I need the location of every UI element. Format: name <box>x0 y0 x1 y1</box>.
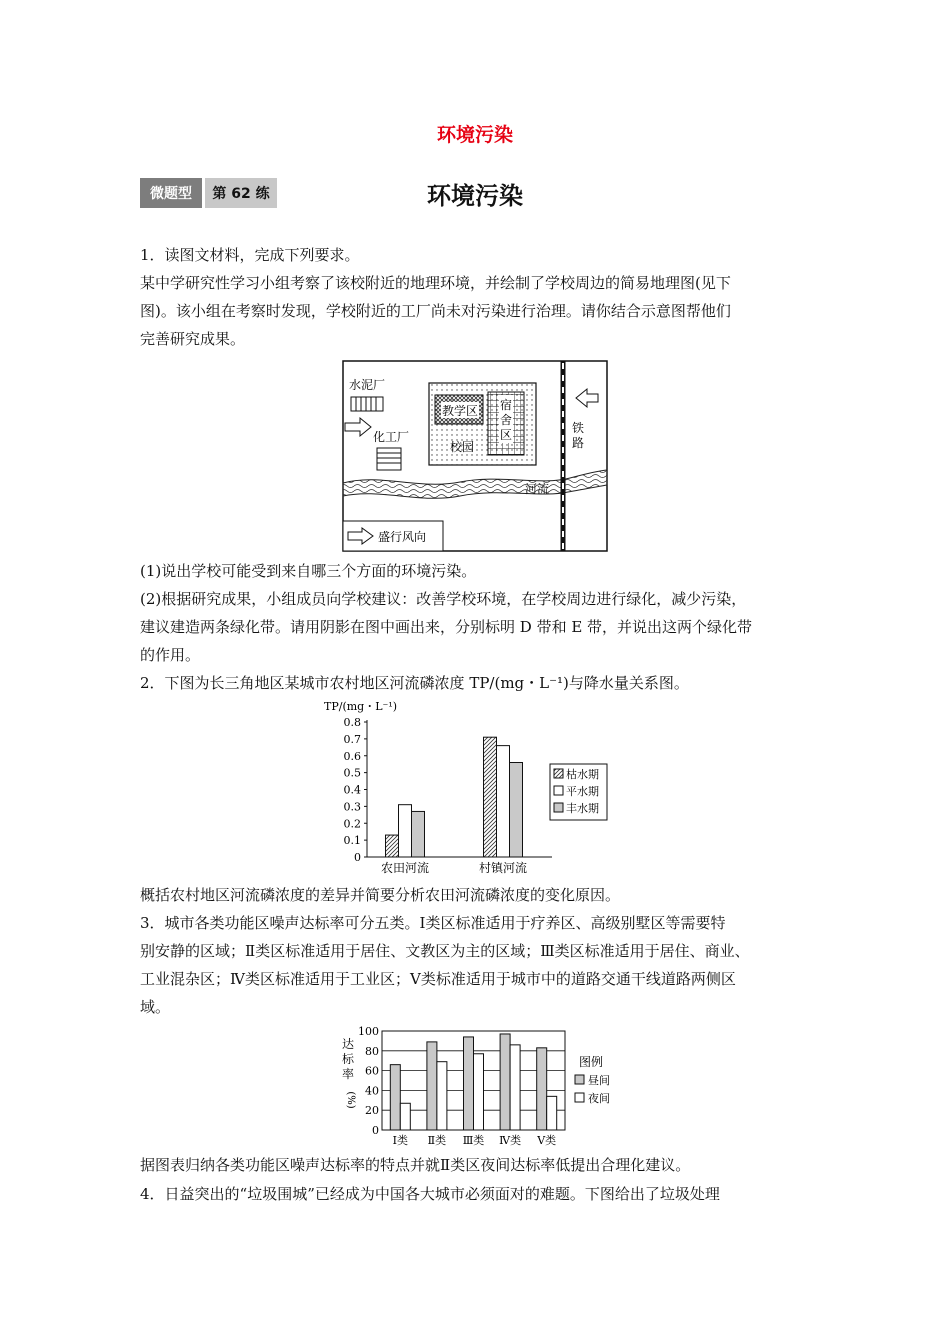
y-axis-unit: (%) <box>345 1091 356 1109</box>
y-axis-label-char: 标 <box>341 1052 355 1066</box>
bar-枯水期-农田河流 <box>386 835 399 857</box>
x-tick-label: Ⅴ类 <box>537 1134 557 1147</box>
bar-昼间-Ⅴ类 <box>537 1048 547 1130</box>
campus-label: 校园 <box>449 440 475 454</box>
cement-factory-label: 水泥厂 <box>349 378 386 392</box>
river-label: 河流 <box>525 482 550 496</box>
q1-sub-line: 建议建造两条绿化带。请用阴影在图中画出来，分别标明 D 带和 E 带，并说出这两个绿化带 <box>140 618 753 636</box>
y-tick-label: 20 <box>365 1104 379 1118</box>
page-section-title: 环境污染 <box>436 124 513 146</box>
chemical-factory-label: 化工厂 <box>373 430 410 444</box>
legend-swatch <box>554 803 563 812</box>
cement-factory-icon <box>351 397 383 411</box>
x-tick-label: 农田河流 <box>380 861 430 875</box>
q1-sub-line: 的作用。 <box>140 646 201 664</box>
bar-平水期-农田河流 <box>399 805 412 857</box>
legend-label: 枯水期 <box>566 768 599 781</box>
chemical-factory-icon <box>377 448 401 470</box>
dorm-label: 舍 <box>499 413 513 427</box>
q2-line: 2．下图为长三角地区某城市农村地区河流磷浓度 TP/(mg・L⁻¹)与降水量关系图。 <box>140 674 689 692</box>
x-tick-label: Ⅱ类 <box>427 1134 447 1147</box>
bar-丰水期-农田河流 <box>412 811 425 857</box>
q3-line: 3．城市各类功能区噪声达标率可分五类。Ⅰ类区标准适用于疗养区、高级别墅区等需要特 <box>140 914 726 932</box>
legend-title: 图例 <box>579 1055 604 1069</box>
y-tick-label: 0.5 <box>343 766 361 780</box>
y-axis-label-char: 率 <box>341 1067 355 1081</box>
dorm-label: 区 <box>499 428 513 442</box>
q4-line: 4．日益突出的“垃圾围城”已经成为中国各大城市必须面对的难题。下图给出了垃圾处理 <box>140 1185 720 1203</box>
dorm-label: 宿 <box>499 398 513 412</box>
legend-swatch <box>575 1093 584 1102</box>
legend-swatch <box>554 786 563 795</box>
campus-map <box>340 358 610 554</box>
bar-夜间-Ⅰ类 <box>400 1103 410 1130</box>
x-tick-label: Ⅳ类 <box>499 1134 522 1147</box>
bar-昼间-Ⅰ类 <box>390 1065 400 1130</box>
y-tick-label: 0.4 <box>343 783 361 797</box>
q1-line: 某中学研究性学习小组考察了该校附近的地理环境，并绘制了学校周边的简易地理图(见下 <box>140 274 731 292</box>
railway-label: 铁 <box>571 421 585 435</box>
y-tick-label: 0.7 <box>343 732 361 746</box>
legend-label: 丰水期 <box>566 802 599 815</box>
railway-label: 路 <box>571 436 585 450</box>
x-tick-label: 村镇河流 <box>478 861 528 875</box>
wind-legend-label: 盛行风向 <box>378 530 427 544</box>
q1-line: 图)。该小组在考察时发现，学校附近的工厂尚未对污染进行治理。请你结合示意图帮他们 <box>140 302 731 320</box>
x-tick-label: Ⅲ类 <box>462 1134 485 1147</box>
badge-type: 微题型 <box>140 178 202 208</box>
q1-sub-line: (2)根据研究成果，小组成员向学校建议：改善学校环境，在学校周边进行绿化，减少污染， <box>140 590 747 608</box>
legend-swatch <box>554 769 563 778</box>
q2-question: 概括农村地区河流磷浓度的差异并简要分析农田河流磷浓度的变化原因。 <box>140 886 621 904</box>
y-tick-label: 80 <box>365 1044 379 1058</box>
y-tick-label: 0.6 <box>343 749 361 763</box>
bar-昼间-Ⅳ类 <box>500 1034 510 1130</box>
legend-swatch <box>575 1075 584 1084</box>
q1-line: 完善研究成果。 <box>140 330 246 348</box>
y-axis-label: TP/(mg・L⁻¹) <box>324 700 398 713</box>
bar-丰水期-村镇河流 <box>510 763 523 858</box>
legend <box>550 764 607 820</box>
q3-line: 别安静的区域；Ⅱ类区标准适用于居住、文教区为主的区域；Ⅲ类区标准适用于居住、商业、 <box>140 942 750 960</box>
teaching-area-label: 教学区 <box>441 404 479 418</box>
y-tick-label: 0.3 <box>343 800 361 814</box>
page-title: 环境污染 <box>427 182 523 210</box>
y-tick-label: 60 <box>365 1064 379 1078</box>
bar-昼间-Ⅱ类 <box>427 1042 437 1130</box>
bar-枯水期-村镇河流 <box>484 737 497 857</box>
x-tick-label: Ⅰ类 <box>392 1134 408 1147</box>
noise-bar-chart <box>335 1026 625 1148</box>
bar-夜间-Ⅴ类 <box>547 1096 557 1130</box>
q1-line: 1．读图文材料，完成下列要求。 <box>140 246 360 264</box>
bar-昼间-Ⅲ类 <box>464 1037 474 1130</box>
q3-line: 工业混杂区；Ⅳ类区标准适用于工业区；Ⅴ类标准适用于城市中的道路交通干线道路两侧区 <box>140 970 736 988</box>
legend-label: 昼间 <box>588 1074 610 1087</box>
bar-夜间-Ⅱ类 <box>437 1062 447 1130</box>
y-tick-label: 0.1 <box>343 834 361 848</box>
bar-夜间-Ⅲ类 <box>474 1054 484 1130</box>
y-tick-label: 100 <box>358 1026 379 1038</box>
bar-平水期-村镇河流 <box>497 746 510 857</box>
q3-question: 据图表归纳各类功能区噪声达标率的特点并就Ⅱ类区夜间达标率低提出合理化建议。 <box>140 1156 691 1174</box>
bar-夜间-Ⅳ类 <box>510 1045 520 1130</box>
legend-label: 平水期 <box>566 785 599 798</box>
y-axis-label-char: 达 <box>341 1037 355 1051</box>
q1-sub-line: (1)说出学校可能受到来自哪三个方面的环境污染。 <box>140 562 477 580</box>
y-tick-label: 40 <box>365 1084 379 1098</box>
y-tick-label: 0.2 <box>343 817 361 831</box>
q3-line: 域。 <box>140 998 171 1016</box>
y-tick-label: 0 <box>372 1124 379 1137</box>
legend-label: 夜间 <box>588 1092 610 1105</box>
tp-bar-chart <box>320 697 620 879</box>
badge-number: 第 62 练 <box>205 178 277 208</box>
y-tick-label: 0.8 <box>343 716 361 729</box>
y-tick-label: 0 <box>354 851 361 864</box>
